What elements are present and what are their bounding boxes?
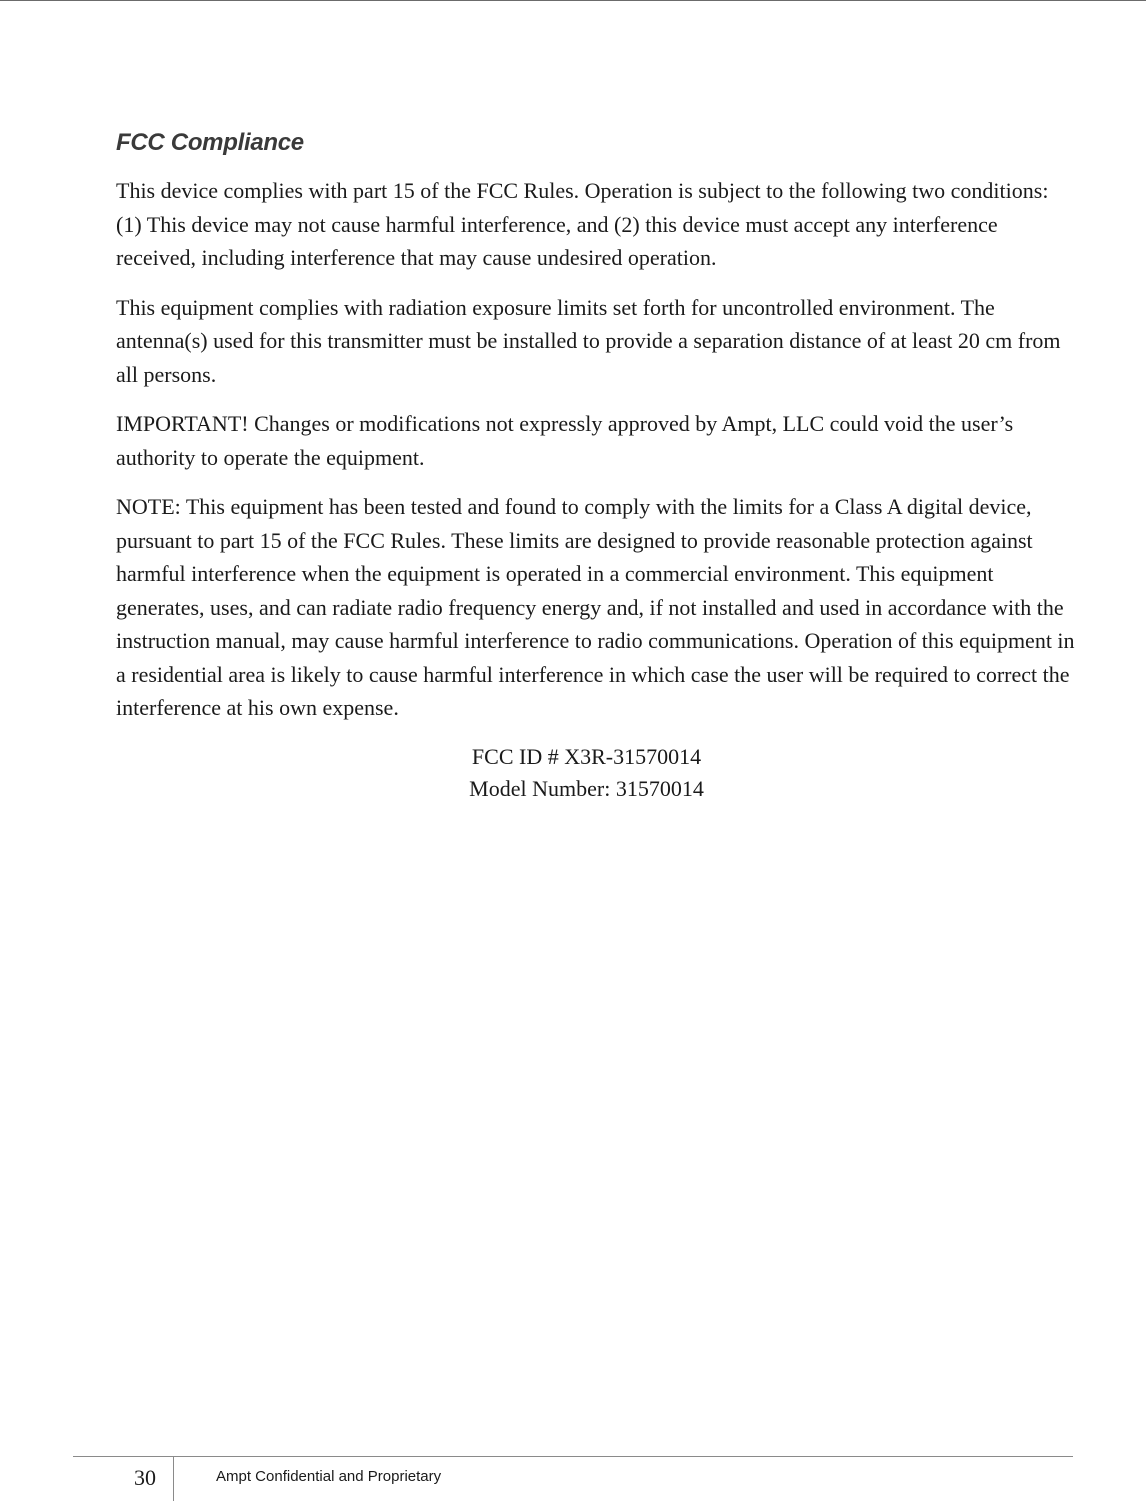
top-rule xyxy=(0,0,1146,1)
paragraph-class-a-note: NOTE: This equipment has been tested and found to comply with the limits for a Class A digital device, pursuant to part 15 of the FCC Rules. These limits are designed to provide reasonable protection against harmful interference when the equipment is operated in a commercial environment. This equipment generates, uses, and can radiate radio frequency energy and, if not installed and used in accordance with the instruction manual, may cause harmful interference to radio communications. Operation of this equipment in a residential area is likely to cause harmful interference in which case the user will be required to correct the interference at his own expense. xyxy=(116,494,1075,720)
identification-block xyxy=(116,741,1076,805)
footer-confidential-text: Ampt Confidential and Proprietary xyxy=(216,1468,442,1485)
paragraph-part15-conditions: This device complies with part 15 of the FCC Rules. Operation is subject to the following two conditions: (1) This device may not cause harmful interference, and (2) this device must accept any interference received, including interference that may cause undesired operation. xyxy=(116,178,1049,270)
footer-divider xyxy=(173,1456,174,1501)
page-number: 30 xyxy=(134,1465,156,1490)
section-heading: FCC Compliance xyxy=(116,129,304,156)
fcc-id: FCC ID # X3R-31570014 xyxy=(471,743,702,769)
model-number: Model Number: 31570014 xyxy=(469,775,704,801)
paragraph-important-changes: IMPORTANT! Changes or modifications not expressly approved by Ampt, LLC could void the user’s authority to operate the equipment. xyxy=(116,411,1014,470)
paragraph-radiation-exposure: This equipment complies with radiation exposure limits set forth for uncontrolled environment. The antenna(s) used for this transmitter must be installed to provide a separation distance of at least 20 cm from all persons. xyxy=(116,294,1061,387)
page-content xyxy=(116,124,1076,805)
footer-rule xyxy=(73,1456,1073,1457)
